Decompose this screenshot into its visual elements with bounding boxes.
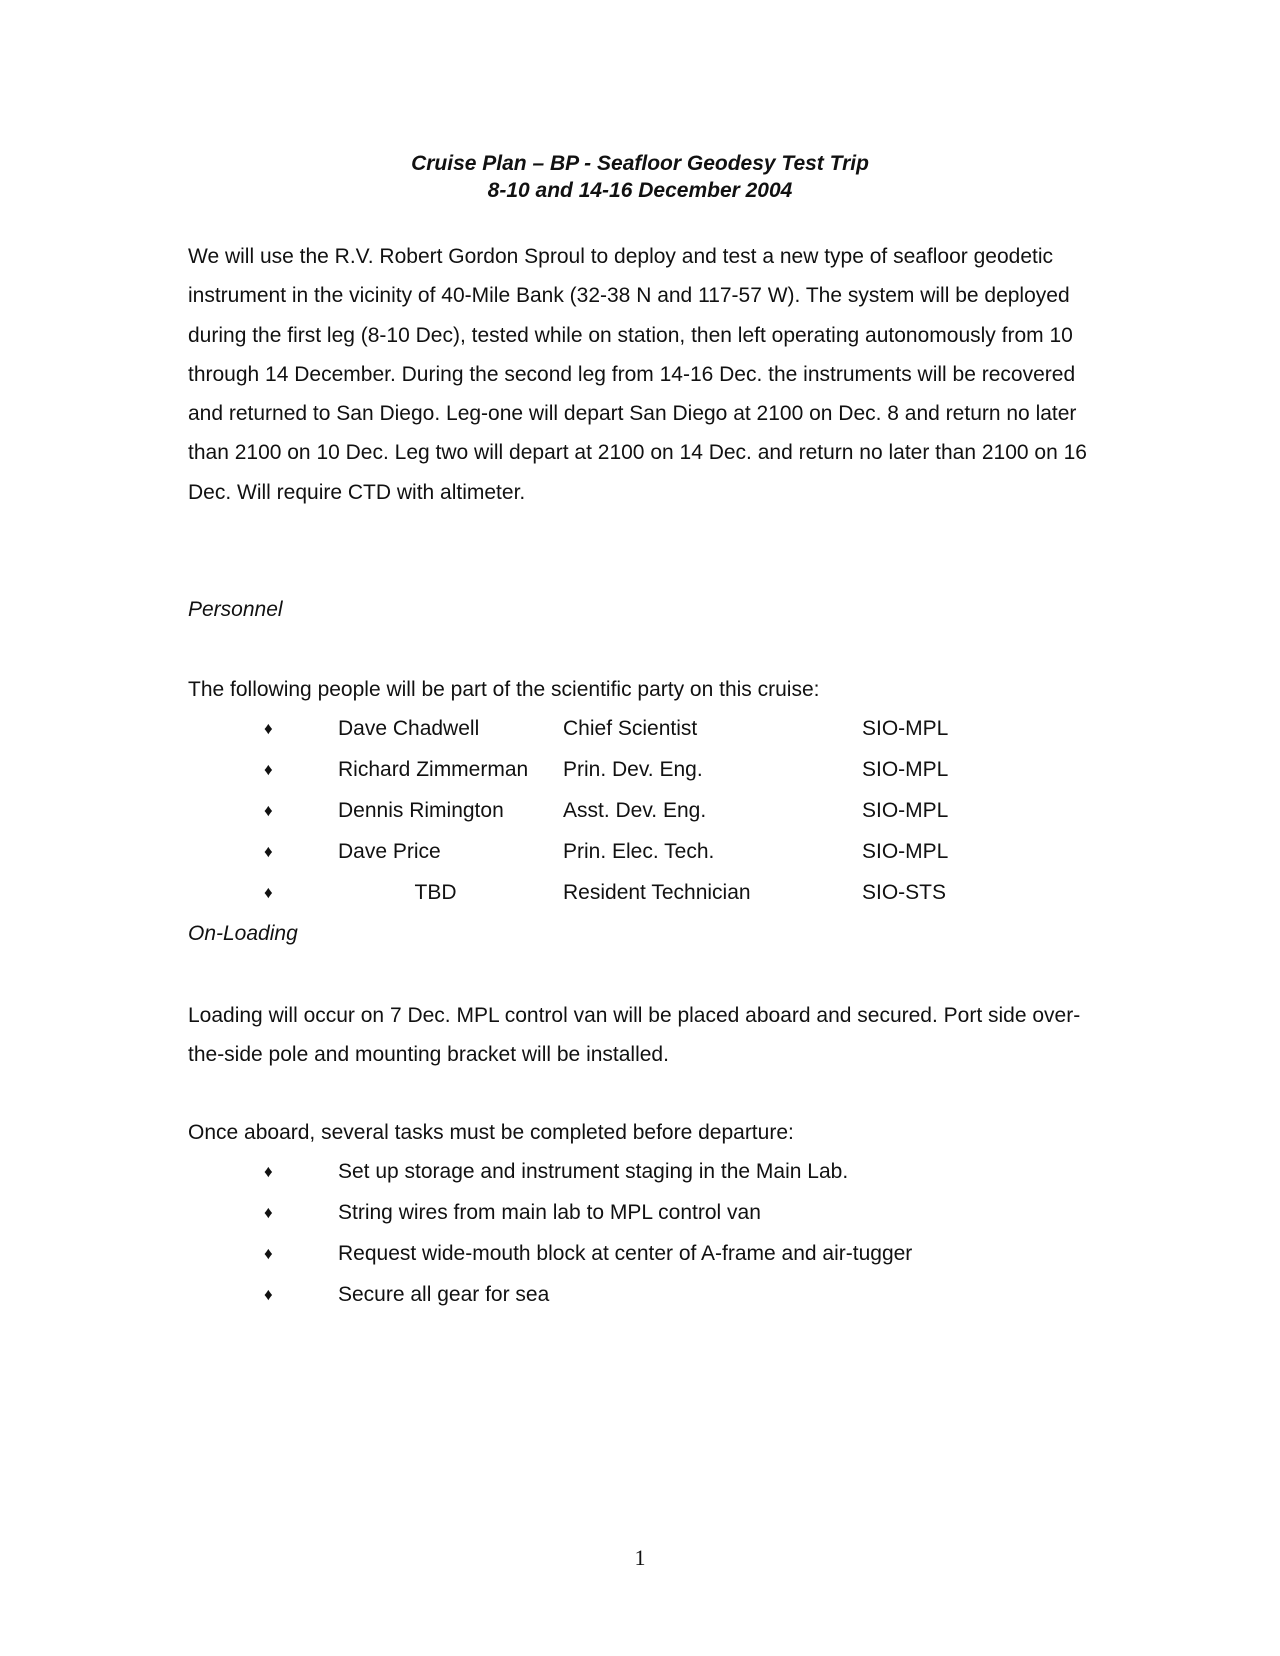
person-role: Chief Scientist	[563, 717, 698, 740]
tasks-intro: Once aboard, several tasks must be completed before departure:	[188, 1121, 794, 1144]
task-text: Set up storage and instrument staging in the Main Lab.	[338, 1160, 849, 1183]
person-name: Richard Zimmerman	[338, 758, 529, 781]
bullet-icon: ♦	[264, 1244, 273, 1263]
page-number: 1	[634, 1545, 646, 1570]
person-name: TBD	[414, 881, 457, 904]
bullet-icon: ♦	[264, 1285, 273, 1304]
person-name: Dave Price	[338, 840, 441, 863]
person-name: Dennis Rimington	[338, 799, 504, 822]
bullet-icon: ♦	[264, 760, 273, 779]
personnel-heading: Personnel	[188, 598, 283, 621]
person-org: SIO-MPL	[862, 799, 949, 822]
task-text: Secure all gear for sea	[338, 1283, 550, 1306]
document-date-subtitle: 8-10 and 14-16 December 2004	[487, 179, 793, 202]
task-text: String wires from main lab to MPL control van	[338, 1201, 761, 1224]
onloading-heading: On-Loading	[188, 922, 298, 945]
person-org: SIO-MPL	[862, 717, 949, 740]
bullet-icon: ♦	[264, 1203, 273, 1222]
person-name: Dave Chadwell	[338, 717, 480, 740]
person-role: Resident Technician	[563, 881, 751, 904]
person-role: Prin. Dev. Eng.	[563, 758, 703, 781]
bullet-icon: ♦	[264, 883, 273, 902]
bullet-icon: ♦	[264, 719, 273, 738]
person-role: Prin. Elec. Tech.	[563, 840, 715, 863]
task-text: Request wide-mouth block at center of A-frame and air-tugger	[338, 1242, 913, 1265]
bullet-icon: ♦	[264, 842, 273, 861]
person-role: Asst. Dev. Eng.	[563, 799, 707, 822]
person-org: SIO-STS	[862, 881, 947, 904]
person-org: SIO-MPL	[862, 840, 949, 863]
personnel-intro: The following people will be part of the scientific party on this cruise:	[188, 678, 820, 701]
bullet-icon: ♦	[264, 801, 273, 820]
onloading-paragraph: Loading will occur on 7 Dec. MPL control van will be placed aboard and secured. Port side over-the-side pole and mounting bracket will be installed.	[188, 1004, 1081, 1067]
person-org: SIO-MPL	[862, 758, 949, 781]
document-title: Cruise Plan – BP - Seafloor Geodesy Test Trip	[411, 152, 869, 175]
intro-paragraph: We will use the R.V. Robert Gordon Sproul to deploy and test a new type of seafloor geodetic instrument in the vicinity of 40-Mile Bank (32-38 N and 117-57 W). The system will be deployed during the first leg (8-10 Dec), tested while on station, then left operating autonomously from 10 through 14 December. During the second leg from 14-16 Dec. the instruments will be recovered and returned to San Diego. Leg-one will depart San Diego at 2100 on Dec. 8 and return no later than 2100 on 10 Dec. Leg two will depart at 2100 on 14 Dec. and return no later than 2100 on 16 Dec. Will require CTD with altimeter.	[188, 245, 1087, 504]
bullet-icon: ♦	[264, 1162, 273, 1181]
